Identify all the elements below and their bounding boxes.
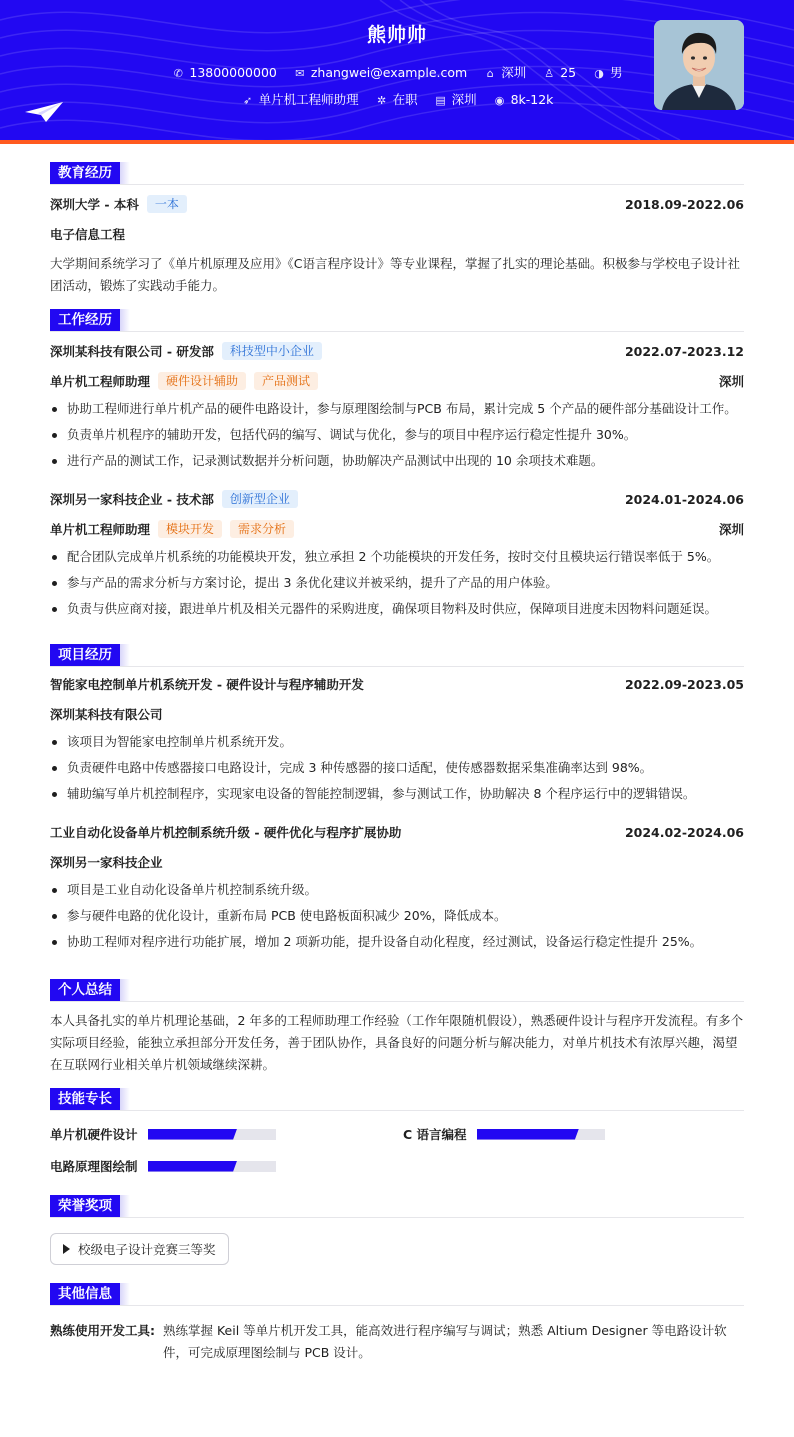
skill-item <box>50 1125 403 1143</box>
title-decoration <box>120 1195 130 1217</box>
list-item: 负责硬件电路中传感器接口电路设计，完成 3 种传感器的接口适配，使传感器数据采集准确率达到 98%。 <box>50 755 744 781</box>
project-title-line <box>50 817 744 847</box>
title-decoration <box>120 979 130 1001</box>
role-tag: 硬件设计辅助 <box>158 372 246 390</box>
mail-icon: ✉ <box>295 67 305 80</box>
skill-bar-fill <box>477 1129 579 1140</box>
title-decoration <box>120 644 130 666</box>
work-role-line <box>50 366 744 396</box>
section-skills <box>50 1088 744 1175</box>
work-bullets <box>50 396 744 474</box>
section-title: 个人总结 <box>50 979 744 1002</box>
status-icon: ✲ <box>376 94 387 107</box>
work-bullets <box>50 544 744 622</box>
project-title: 工业自动化设备单片机控制系统升级 - 硬件优化与程序扩展协助 <box>50 825 402 840</box>
summary-text: 本人具备扎实的单片机理论基础，2 年多的工程师助理工作经验（工作年限随机假设），熟悉硬件设计与程序开发流程。有多个实际项目经验，能独立承担部分开发任务，善于团队协作，具备良好的问题分析与解决能力，对单片机技术有浓厚兴趣，渴望在互联网行业相关单片机领域继续深耕。 <box>50 1013 744 1072</box>
other-value: 熟练掌握 Keil 等单片机开发工具，能高效进行程序编写与调试；熟悉 Altium Designer 等电路设计软件，可完成原理图绘制与 PCB 设计。 <box>163 1323 727 1360</box>
job-city: ▤ 深圳 <box>435 92 477 107</box>
section-education <box>50 162 744 297</box>
section-projects <box>50 644 744 955</box>
skills-grid <box>50 1125 744 1175</box>
skill-name: 电路原理图绘制 <box>50 1159 138 1174</box>
title-decoration <box>120 162 130 184</box>
education-desc: 大学期间系统学习了《单片机原理及应用》《C语言程序设计》等专业课程，掌握了扎实的理论基础。积极参与学校电子设计社团活动，锻炼了实践动手能力。 <box>50 256 740 293</box>
resume-header <box>0 0 794 144</box>
company-tag: 科技型中小企业 <box>222 342 322 360</box>
avatar <box>654 20 744 110</box>
education-date: 2018.09-2022.06 <box>624 196 744 212</box>
company-name: 深圳另一家科技企业 - 技术部 <box>50 492 214 507</box>
title-decoration <box>120 1283 130 1305</box>
school-name: 深圳大学 - 本科 <box>50 197 139 212</box>
list-item: 该项目为智能家电控制单片机系统开发。 <box>50 729 744 755</box>
salary-icon: ◉ <box>494 94 505 107</box>
skill-item <box>403 1125 743 1143</box>
list-item: 协助工程师进行单片机产品的硬件电路设计，参与原理图绘制与PCB 布局，累计完成 5 个产品的硬件部分基础设计工作。 <box>50 396 744 422</box>
contact-email: ✉ zhangwei@example.com <box>293 65 467 80</box>
other-key: 熟练使用开发工具: <box>50 1323 155 1338</box>
project-bullets <box>50 729 744 807</box>
job-title: ➶ 单片机工程师助理 <box>241 90 359 108</box>
other-info <box>50 1320 744 1364</box>
play-icon <box>63 1244 70 1254</box>
company-name: 深圳某科技有限公司 - 研发部 <box>50 344 214 359</box>
candidate-name: 熊帅帅 <box>366 24 427 46</box>
title-decoration <box>120 309 130 331</box>
send-icon: ➶ <box>242 94 253 107</box>
section-title: 工作经历 <box>50 309 744 332</box>
section-title: 技能专长 <box>50 1088 744 1111</box>
list-item: 配合团队完成单片机系统的功能模块开发，独立承担 2 个功能模块的开发任务，按时交付且模块运行错误率低于 5%。 <box>50 544 744 570</box>
project-item <box>50 669 744 807</box>
phone-icon: ✆ <box>173 67 183 80</box>
list-item: 协助工程师对程序进行功能扩展，增加 2 项新功能，提升设备自动化程度，经过测试，设备运行稳定性提升 25%。 <box>50 929 744 955</box>
work-company-line <box>50 336 744 366</box>
skill-bar-fill <box>148 1161 238 1172</box>
section-summary <box>50 979 744 1076</box>
project-bullets <box>50 877 744 955</box>
project-date: 2024.02-2024.06 <box>624 824 744 840</box>
work-city: 深圳 <box>718 374 744 389</box>
education-header <box>50 189 744 219</box>
title-decoration <box>120 1088 130 1110</box>
contact-city: ⌂ 深圳 <box>483 63 526 81</box>
list-item: 负责与供应商对接，跟进单片机及相关元器件的采购进度，确保项目物料及时供应，保障项目进度未因物料问题延误。 <box>50 596 744 622</box>
role-tag: 模块开发 <box>158 520 222 538</box>
award-item[interactable] <box>50 1233 229 1265</box>
contact-age: ♙ 25 <box>542 65 576 80</box>
work-item <box>50 336 744 474</box>
contact-gender: ◑ 男 <box>592 63 623 81</box>
work-date: 2022.07-2023.12 <box>624 343 744 359</box>
skill-bar-fill <box>148 1129 238 1140</box>
list-item: 项目是工业自动化设备单片机控制系统升级。 <box>50 877 744 903</box>
work-city: 深圳 <box>718 522 744 537</box>
role-tag: 需求分析 <box>230 520 294 538</box>
work-role-line <box>50 514 744 544</box>
building-icon: ▤ <box>435 94 446 107</box>
project-company: 深圳某科技有限公司 <box>50 707 163 722</box>
section-awards <box>50 1195 744 1265</box>
award-text: 校级电子设计竞赛三等奖 <box>78 1242 216 1257</box>
work-date: 2024.01-2024.06 <box>624 491 744 507</box>
job-status: ✲ 在职 <box>375 90 418 108</box>
avatar-portrait <box>654 20 744 110</box>
list-item: 参与产品的需求分析与方案讨论，提出 3 条优化建议并被采纳，提升了产品的用户体验。 <box>50 570 744 596</box>
work-item <box>50 484 744 622</box>
project-title-line <box>50 669 744 699</box>
section-title: 项目经历 <box>50 644 744 667</box>
paper-plane-icon <box>24 100 64 124</box>
gender-icon: ◑ <box>594 67 604 80</box>
project-date: 2022.09-2023.05 <box>624 676 744 692</box>
project-title: 智能家电控制单片机系统开发 - 硬件设计与程序辅助开发 <box>50 677 364 692</box>
list-item: 辅助编写单片机控制程序，实现家电设备的智能控制逻辑，参与测试工作，协助解决 8 个程序运行中的逻辑错误。 <box>50 781 744 807</box>
section-title: 荣誉奖项 <box>50 1195 744 1218</box>
contact-phone: ✆ 13800000000 <box>171 65 276 80</box>
project-item <box>50 817 744 955</box>
project-company: 深圳另一家科技企业 <box>50 855 163 870</box>
skill-name: C 语言编程 <box>403 1127 467 1142</box>
list-item: 负责单片机程序的辅助开发，包括代码的编写、调试与优化，参与的项目中程序运行稳定性提升 30%。 <box>50 422 744 448</box>
section-title: 教育经历 <box>50 162 744 185</box>
list-item: 进行产品的测试工作，记录测试数据并分析问题，协助解决产品测试中出现的 10 余项技术难题。 <box>50 448 744 474</box>
company-tag: 创新型企业 <box>222 490 298 508</box>
skill-bar <box>148 1161 276 1172</box>
section-work <box>50 309 744 622</box>
role-name: 单片机工程师助理 <box>50 374 151 389</box>
section-title: 其他信息 <box>50 1283 744 1306</box>
major: 电子信息工程 <box>50 227 126 242</box>
resume-body <box>0 162 794 1364</box>
skill-item <box>50 1157 403 1175</box>
home-icon: ⌂ <box>486 67 494 80</box>
school-tag: 一本 <box>147 195 187 213</box>
section-other <box>50 1283 744 1364</box>
role-tag: 产品测试 <box>254 372 318 390</box>
job-salary: ◉ 8k-12k <box>493 92 554 107</box>
work-company-line <box>50 484 744 514</box>
skill-bar <box>477 1129 605 1140</box>
role-name: 单片机工程师助理 <box>50 522 151 537</box>
list-item: 参与硬件电路的优化设计，重新布局 PCB 使电路板面积减少 20%，降低成本。 <box>50 903 744 929</box>
skill-bar <box>148 1129 276 1140</box>
skill-name: 单片机硬件设计 <box>50 1127 138 1142</box>
age-icon: ♙ <box>544 67 555 80</box>
